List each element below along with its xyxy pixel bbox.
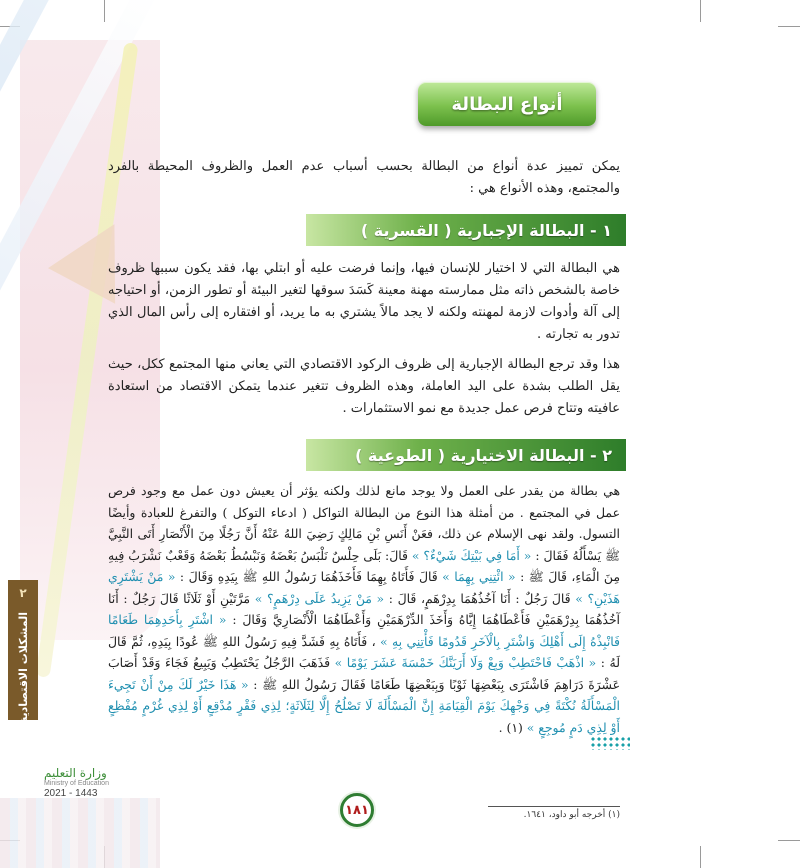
section-2-text: مَرَّتَيْنِ أَوْ ثَلَاثًا قَالَ رَجُلٌ : أَنَا آخُذُهُمَا بِدِرْهَمَيْنِ فَأَعْطَاهُمَا إِيَّاهُ وَأَخَذَ الدِّرْهَمَيْنِ وَأَعْطَاهُمَا الْأَنْصَارِيَّ وَقَالَ :	[108, 590, 620, 627]
page-title: أنواع البطالة	[451, 93, 563, 115]
hadith-quote: « مَنْ يَزِيدُ عَلَى دِرْهَمٍ؟ »	[254, 590, 385, 606]
ministry-arabic-name: وزارة التعليم	[44, 766, 107, 780]
section-2-paragraph	[108, 480, 620, 738]
chapter-number: ٢	[19, 586, 27, 600]
page-number: ١٨١	[345, 802, 369, 818]
hadith-quote: « أَمَا فِي بَيْتِكَ شَيْءٌ؟ »	[411, 547, 532, 563]
chapter-side-tab	[8, 580, 38, 724]
section-2-text: فَذَهَبَ الرَّجُلُ يَحْتَطِبُ وَيَبِيعُ فَجَاءَ وَقَدْ أَصَابَ عَشْرَةَ دَرَاهِمَ فَاشْتَرَى بِبَعْضِهَا ثَوْبًا وَبِبَعْضِهَا طَعَامًا فَقَالَ رَسُولُ اللهِ ﷺ :	[108, 655, 620, 692]
page-title-banner	[418, 82, 596, 126]
section-2-text: قَالَ: بَلَى حِلْسٌ نَلْبَسُ بَعْضَهُ وَنَبْسُطُ بَعْضَهُ وَقَعْبٌ نَشْرَبُ فِيهِ مِنَ الْمَاءِ، قَالَ ﷺ :	[108, 547, 620, 584]
section-2-heading-bar	[306, 439, 626, 471]
footnote-divider	[488, 806, 620, 807]
ministry-logo	[44, 766, 134, 799]
section-1-heading: ١ - البطالة الإجبارية ( القسرية )	[360, 220, 612, 240]
chapter-title: المشكلات الاقتصادية	[16, 612, 30, 724]
footnote: (١) أخرجه أبو داود، ١٦٤١.	[523, 810, 620, 820]
crop-mark	[778, 840, 800, 841]
page-number-badge	[340, 793, 374, 827]
section-2-heading: ٢ - البطالة الاختيارية ( الطوعية )	[355, 445, 612, 465]
edition-year: 2021 - 1443	[44, 788, 98, 799]
hadith-quote: « ائْتِنِي بِهِمَا »	[442, 569, 516, 584]
ministry-english-name: Ministry of Education	[44, 780, 109, 787]
hadith-quote: « اذْهَبْ فَاحْتَطِبْ وَبِعْ وَلَا أَرَيَنَّكَ خَمْسَةَ عَشَرَ يَوْمًا »	[334, 655, 597, 670]
crop-mark	[778, 26, 800, 27]
intro-paragraph: يمكن تمييز عدة أنواع من البطالة بحسب أسباب عدم العمل والظروف المحيطة بالفرد والمجتمع، وهذه الأنواع هي :	[108, 159, 620, 196]
section-2-text: قَالَ رَجُلٌ : أَنَا آخُذُهُمَا بِدِرْهَمٍ، قَالَ :	[388, 590, 571, 606]
section-1-heading-bar	[306, 214, 626, 246]
section-1-paragraph-1: هي البطالة التي لا اختيار للإنسان فيها، وإنما فرضت عليه أو ابتلي بها، فقد يكون سببها ظروف خاصة بالشخص ذاته مثل ممارسته مهنة معينة كَسَدَ سوقها لتغير البيئة أو تطور الزمن، أو احتياجه إلى آلة وأدوات لازمة لمهنته ولكنه لا يجد مالاً يشتري به ما يريد، أو افتقاره إلى رأس المال الذي تدور به تجارته .	[108, 261, 620, 342]
section-1-paragraph-2: هذا وقد ترجع البطالة الإجبارية إلى ظروف الركود الاقتصادي التي يعاني منها المجتمع ككل، حيث يقل الطلب بشدة على اليد العاملة، وهذه الظروف تتغير عندما يتمكن الاقتصاد من استعادة عافيته وتتاح فرص عمل جديدة مع نمو الاستثمارات .	[108, 357, 620, 416]
crop-mark	[700, 846, 701, 868]
dotted-decoration	[590, 736, 630, 750]
section-2-text: قَالَ فَأَتَاهُ بِهِمَا فَأَخَذَهُمَا رَسُولُ اللهِ ﷺ بِيَدِهِ وَقَالَ :	[179, 569, 438, 584]
city-skyline	[0, 798, 160, 868]
hadith-quote: « اشْتَرِ بِأَحَدِهِمَا طَعَامًا فَانْبِذْهُ إِلَى أَهْلِكَ وَاشْتَرِ بِالْآخَرِ قَدُومًا فَأْتِنِي بِهِ »	[108, 612, 620, 649]
section-2-text: هي بطالة من يقدر على العمل ولا يوجد مانع لذلك ولكنه يؤثر أن يعيش دون عمل مع وجود فرص عمل في المجتمع . من أمثلة هذا النوع من البطالة التواكل ( ادعاء التوكل ) والتفرغ للعبادة وأيضًا التسول. ولقد نهى الإسلام عن ذلك، فعَنْ أَنَسِ بْنِ مَالِكٍ رَضِيَ اللهُ عَنْهُ أَنَّ رَجُلًا مِنَ الْأَنْصَارِ أَتَى النَّبِيَّ ﷺ يَسْأَلُهُ فَقَالَ :	[108, 483, 620, 563]
hadith-quote: « هَذَا خَيْرٌ لَكَ مِنْ أَنْ تَجِيءَ الْمَسْأَلَةُ نُكْتَةً فِي وَجْهِكَ يَوْمَ الْقِيَامَةِ إِنَّ الْمَسْأَلَةَ لَا تَصْلُحُ إِلَّا لِثَلَاثَةٍ؛ لِذِي فَقْرٍ مُدْقِعٍ أَوْ لِذِي غُرْمٍ مُفْظِعٍ أَوْ لِذِي دَمٍ مُوجِعٍ »	[108, 676, 620, 735]
hadith-quote: « مَنْ يَشْتَرِي هَذَيْنِ؟ »	[108, 569, 620, 606]
section-2-text: ، فَأَتَاهُ بِهِ فَشَدَّ فِيهِ رَسُولُ اللهِ ﷺ عُودًا بِيَدِهِ، ثُمَّ قَالَ لَهُ :	[108, 633, 620, 670]
crop-mark	[700, 0, 701, 22]
footnote-reference: (١) .	[498, 719, 523, 735]
